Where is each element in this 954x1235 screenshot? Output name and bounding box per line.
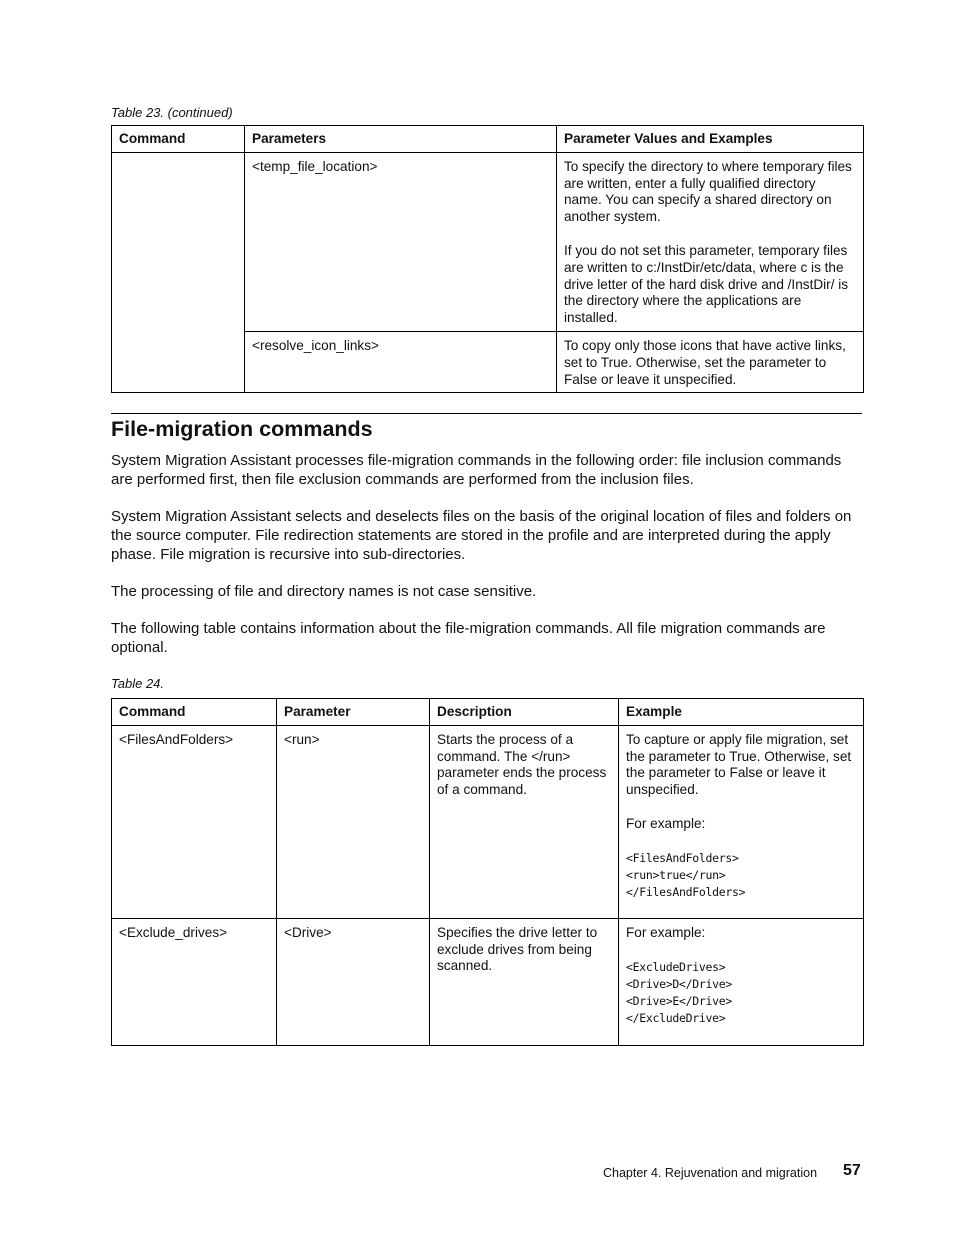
table-header-row [112, 699, 864, 726]
description-cell: Specifies the drive letter to exclude drives from being scanned. [430, 918, 619, 1045]
cell-text: For example: [626, 924, 706, 940]
code-line: <run>true</run> [626, 867, 726, 882]
code-line: <Drive>E</Drive> [626, 993, 732, 1008]
parameter-cell: <Drive> [277, 918, 430, 1045]
column-header: Parameter Values and Examples [557, 126, 864, 153]
table-24-caption: Table 24. [111, 676, 165, 691]
paragraph: The following table contains information about the file-migration commands. All file migration commands are optional. [111, 620, 826, 656]
section-rule [111, 413, 862, 414]
cell-text: To specify the directory to where temporary files are written, enter a fully qualified directory name. You can specify a shared directory on another system. [564, 158, 852, 225]
table-row [112, 918, 864, 1045]
parameter-cell: <temp_file_location> [245, 152, 557, 331]
cell-text: If you do not set this parameter, temporary files are written to c:/InstDir/etc/data, where c is the drive letter of the hard disk drive and /InstDir/ is the directory where the applications are installed. [564, 242, 849, 326]
table-row [112, 725, 864, 918]
column-header: Command [112, 699, 277, 726]
command-cell: <Exclude_drives> [112, 918, 277, 1045]
example-cell [619, 725, 864, 918]
table-23 [111, 125, 864, 393]
parameter-cell: <resolve_icon_links> [245, 331, 557, 392]
table-23-caption: Table 23. (continued) [111, 105, 233, 120]
table-header-row [112, 126, 864, 153]
values-cell: To copy only those icons that have active links, set to True. Otherwise, set the parameter to False or leave it unspecified. [557, 331, 864, 392]
column-header: Parameter [277, 699, 430, 726]
example-cell [619, 918, 864, 1045]
description-cell: Starts the process of a command. The </run> parameter ends the process of a command. [430, 725, 619, 918]
code-line: <FilesAndFolders> [626, 850, 739, 865]
page-number: 57 [843, 1162, 861, 1179]
command-cell [112, 152, 245, 393]
column-header: Command [112, 126, 245, 153]
cell-text: For example: [626, 815, 706, 831]
column-header: Example [619, 699, 864, 726]
code-line: <ExcludeDrives> [626, 959, 726, 974]
paragraph: The processing of file and directory names is not case sensitive. [111, 583, 537, 600]
column-header: Description [430, 699, 619, 726]
table-row [112, 152, 864, 331]
column-header: Parameters [245, 126, 557, 153]
code-line: <Drive>D</Drive> [626, 976, 732, 991]
code-line: </FilesAndFolders> [626, 884, 746, 899]
cell-text: To capture or apply file migration, set the parameter to True. Otherwise, set the parameter to False or leave it unspecified. [626, 731, 852, 798]
code-line: </ExcludeDrive> [626, 1010, 726, 1025]
parameter-cell: <run> [277, 725, 430, 918]
paragraph: System Migration Assistant processes file-migration commands in the following order: file inclusion commands are performed first, then file exclusion commands are performed from the inclusion files. [111, 452, 842, 488]
command-cell: <FilesAndFolders> [112, 725, 277, 918]
paragraph: System Migration Assistant selects and deselects files on the basis of the original location of files and folders on the source computer. File redirection statements are stored in the profile and are interpreted during the apply phase. File migration is recursive into sub-directories. [111, 508, 852, 563]
section-title: File-migration commands [111, 417, 373, 441]
footer-chapter: Chapter 4. Rejuvenation and migration [603, 1166, 818, 1180]
values-cell [557, 152, 864, 331]
table-24 [111, 698, 864, 1046]
